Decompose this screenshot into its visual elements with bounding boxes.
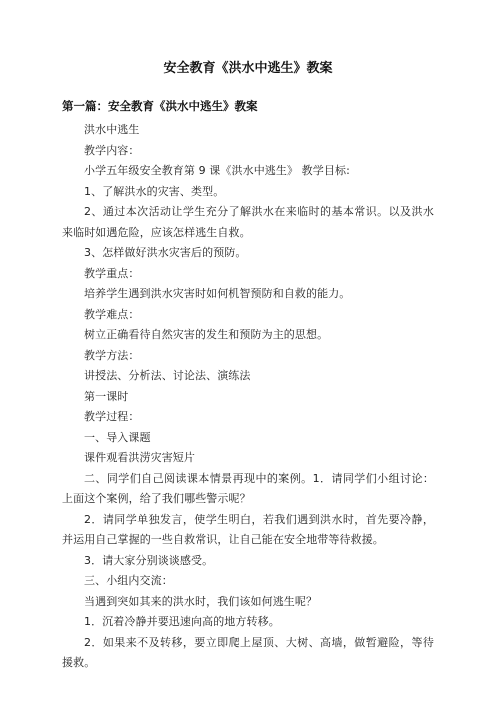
paragraph: 一、导入课题 [84,430,151,444]
paragraph: 教学重点： [84,266,140,280]
paragraph: 三、小组内交流： [84,574,173,587]
paragraph: 树立正确看待自然灾害的发生和预防为主的思想。 [84,328,329,341]
paragraph: 2、通过本次活动让学生充分了解洪水在来临时的基本常识。以及洪水来临时如遇危险，应该怎样逃生自救。 [62,205,434,239]
paragraph: 教学难点： [84,307,140,321]
paragraph: 当遇到突如其来的洪水时，我们该如何逃生呢？ [84,594,318,608]
section-heading: 第一篇：安全教育《洪水中逃生》教案 [62,99,258,113]
paragraph: 讲授法、分析法、讨论法、演练法 [84,369,251,382]
paragraph: 课件观看洪涝灾害短片 [84,451,195,464]
paragraph: 小学五年级安全教育第 9 课《洪水中逃生》 教学目标: [84,164,350,177]
document-body [62,120,434,674]
document-title: 安全教育《洪水中逃生》教案 [163,61,333,76]
paragraph: 2．如果来不及转移，要立即爬上屋顶、大树、高墙，做暂避险，等待援救。 [62,635,434,669]
paragraph: 洪水中逃生 [84,123,140,136]
paragraph: 教学内容： [84,143,140,157]
paragraph: 第一课时 [84,389,129,403]
paragraph: 1．沉着冷静并要迅速向高的地方转移。 [84,615,280,628]
paragraph: 1、了解洪水的灾害、类型。 [84,184,225,198]
paragraph: 2．请同学单独发言，使学生明白，若我们遇到洪水时，首先要冷静，并运用自己掌握的一些自救常识，让自己能在安全地带等待救援。 [62,512,434,546]
paragraph: 教学方法： [84,348,140,362]
paragraph: 二、同学们自己阅读课本情景再现中的案例。1．请同学们小组讨论：上面这个案例，给了我们哪些警示呢？ [62,471,434,505]
paragraph: 3、怎样做好洪水灾害后的预防。 [84,246,247,259]
paragraph: 培养学生遇到洪水灾害时如何机智预防和自救的能力。 [84,287,351,300]
paragraph: 3．请大家分别谈谈感受。 [84,553,214,567]
paragraph: 教学过程： [84,410,140,423]
